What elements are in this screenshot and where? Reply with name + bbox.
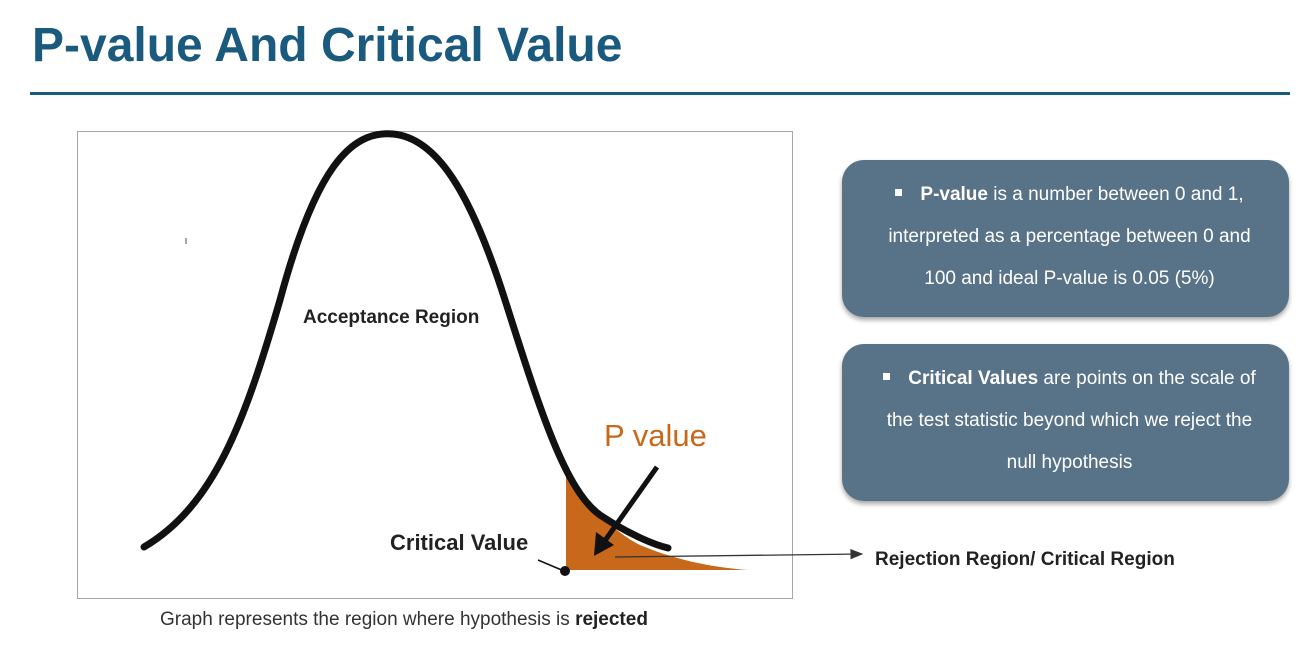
critical-value-label: Critical Value <box>390 530 529 555</box>
square-bullet-icon <box>895 189 902 196</box>
p-value-info-box <box>842 160 1289 317</box>
page-title: P-value And Critical Value <box>32 19 623 72</box>
p-value-info-text <box>876 174 1263 300</box>
critical-values-info-box <box>842 344 1289 501</box>
caption-emphasis: rejected <box>575 609 648 630</box>
acceptance-region-label: Acceptance Region <box>303 307 480 328</box>
graph-caption <box>160 609 648 631</box>
critical-value-leader <box>538 560 564 571</box>
critical-values-definition: are points on the scale of the test statistic beyond which we reject the null hypothesis <box>886 368 1256 473</box>
p-value-definition: is a number between 0 and 1, interpreted as a percentage between 0 and 100 and ideal P-value is 0.05 (5%) <box>888 184 1251 289</box>
rejection-region-label: Rejection Region/ Critical Region <box>875 549 1175 570</box>
critical-values-info-text <box>876 358 1263 484</box>
caption-text: Graph represents the region where hypothesis is <box>160 609 576 630</box>
critical-value-point <box>560 566 570 576</box>
square-bullet-icon <box>883 373 890 380</box>
bell-curve <box>144 134 668 548</box>
p-value-label: P value <box>604 418 707 453</box>
critical-values-term: Critical Values <box>908 368 1039 389</box>
p-value-term: P-value <box>920 184 988 205</box>
